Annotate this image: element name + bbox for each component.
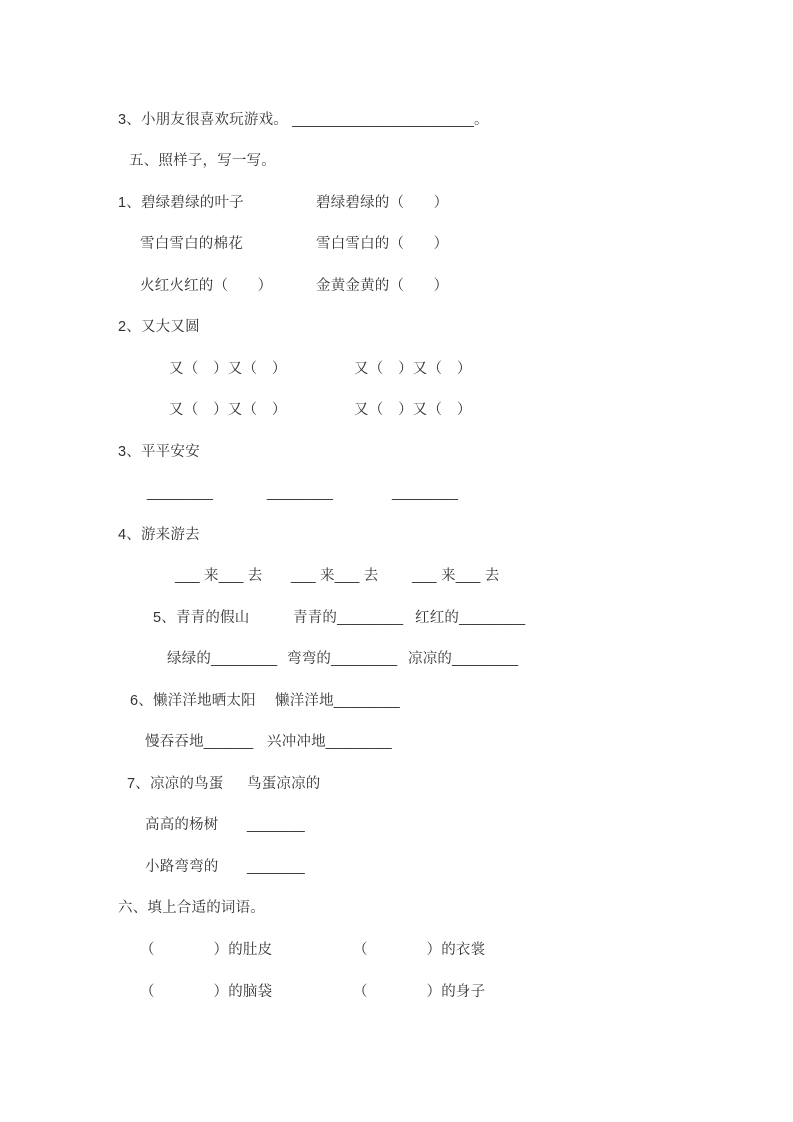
item5-blank-qingqing: 青青的________ (293, 610, 404, 626)
item3-blank-3: ________ (392, 485, 459, 501)
item6-example: 6、懒洋洋地晒太阳 (130, 693, 256, 709)
section-5-title: 五、照样子，写一写。 (129, 153, 276, 169)
sec6-blank-head: （ ）的脑袋 (140, 984, 273, 1000)
item3-blank-2: ________ (267, 485, 334, 501)
item7-example-inverted: 鸟蛋凉凉的 (247, 776, 321, 792)
item4-pattern-2: ___ 来___ 去 (291, 568, 379, 584)
item5-blank-honghong: 红红的________ (415, 610, 526, 626)
item2-pattern-4: 又（ ）又（ ） (354, 402, 472, 418)
question-3-sentence: 3、小朋友很喜欢玩游戏。 ______________________。 (118, 112, 489, 128)
item6-blank-mantuntun: 慢吞吞地______ (145, 734, 254, 750)
item2-pattern-1: 又（ ）又（ ） (169, 361, 287, 377)
item4-pattern-3: ___ 来___ 去 (412, 568, 500, 584)
item4-label: 4、游来游去 (118, 527, 200, 543)
item7-prompt-path: 小路弯弯的 (145, 859, 219, 875)
item5-example: 5、青青的假山 (153, 610, 250, 626)
item2-pattern-2: 又（ ）又（ ） (354, 361, 472, 377)
item5-blank-liangliang: 凉凉的________ (408, 651, 519, 667)
item7-blank-poplar: _______ (247, 817, 305, 833)
sec6-blank-clothes: （ ）的衣裳 (353, 942, 486, 958)
item1-example-cotton: 雪白雪白的棉花 (140, 236, 243, 252)
item1-blank-xuebai: 雪白雪白的（ ） (316, 236, 449, 252)
item7-blank-path: _______ (247, 859, 305, 875)
item1-blank-jinhuang: 金黄金黄的（ ） (316, 278, 449, 294)
item1-example-leaf: 1、碧绿碧绿的叶子 (118, 195, 244, 211)
item1-blank-huohong: 火红火红的（ ） (140, 278, 273, 294)
item1-blank-bilv: 碧绿碧绿的（ ） (316, 195, 449, 211)
item7-prompt-poplar: 高高的杨树 (145, 817, 219, 833)
sec6-blank-belly: （ ）的肚皮 (140, 942, 273, 958)
item6-blank-xingchongchong: 兴冲冲地________ (267, 734, 392, 750)
item3-blank-1: ________ (147, 485, 214, 501)
item2-pattern-3: 又（ ）又（ ） (169, 402, 287, 418)
item2-label: 2、又大又圆 (118, 319, 200, 335)
item3-label: 3、平平安安 (118, 444, 200, 460)
item6-blank-lanyangyang: 懒洋洋地________ (275, 693, 400, 709)
section-6-title: 六、填上合适的词语。 (118, 900, 265, 916)
item7-example: 7、凉凉的鸟蛋 (127, 776, 224, 792)
item5-blank-wanwan: 弯弯的________ (287, 651, 398, 667)
sec6-blank-body: （ ）的身子 (353, 984, 486, 1000)
item4-pattern-1: ___ 来___ 去 (175, 568, 263, 584)
item5-blank-lvlv: 绿绿的________ (167, 651, 278, 667)
